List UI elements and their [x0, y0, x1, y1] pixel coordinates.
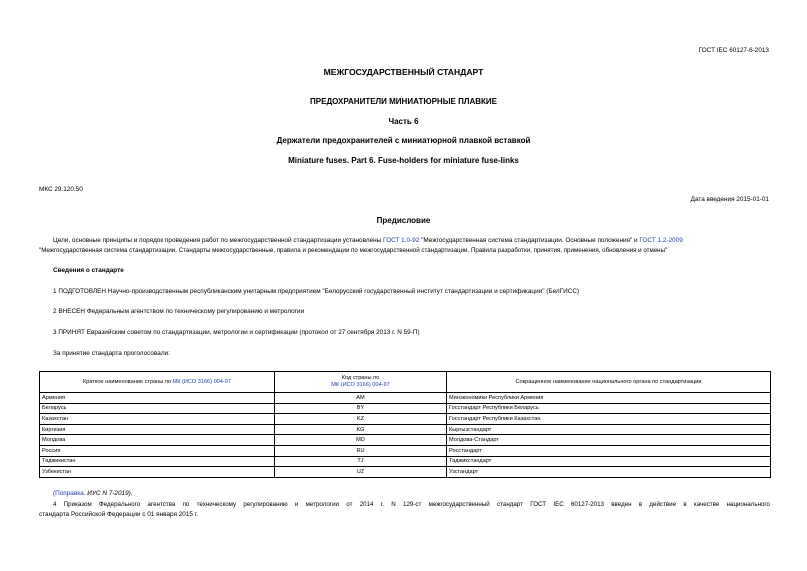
intro-text-1: Цели, основные принципы и порядок проведения работ по межгосударственной стандартизации установлены	[53, 237, 384, 244]
vote-table	[39, 371, 771, 478]
header-code-text: Код страны по	[341, 375, 380, 381]
foreword-item-4-line-2: стандарта Российской Федерации с 01 января 2015 г.	[39, 511, 199, 518]
mks-code: МКС 29.120.50	[39, 186, 83, 193]
table-header-row	[40, 372, 771, 393]
code-cell: TJ	[275, 456, 447, 467]
code-cell: BY	[275, 403, 447, 414]
country-cell: Армения	[40, 393, 275, 404]
foreword-intro-line-2: "Межгосударственная система стандартизации. Стандарты межгосударственные, правила и рекомендации по межгосударственной стандартизации. Правила разработки, принятия, применения, обновления и отмены"	[39, 247, 668, 254]
country-cell: Узбекистан	[40, 467, 275, 478]
foreword-item-4-line-1: 4 Приказом Федерального агентства по техническому регулированию и метрологии от 2014 г. N 129-ст межгосударственный стандарт ГОСТ IEC 60127-2013 введен в действие в качестве национального	[53, 501, 770, 508]
country-cell: Молдова	[40, 435, 275, 446]
mk-iso-3166-link[interactable]: МК (ИСО 3166) 004-97	[172, 378, 231, 385]
gost-1-2-2009-link[interactable]: ГОСТ 1.2-2009	[639, 237, 683, 244]
table-row	[40, 445, 771, 456]
country-cell: Казахстан	[40, 414, 275, 425]
table-row	[40, 424, 771, 435]
table-row	[40, 467, 771, 478]
code-cell: KZ	[275, 414, 447, 425]
standard-info-heading: Сведения о стандарте	[53, 267, 124, 274]
header-body: Сокращенное наименование национального органа по стандартизации	[447, 372, 771, 393]
table-row	[40, 435, 771, 446]
table-row	[40, 403, 771, 414]
table-row	[40, 393, 771, 404]
foreword-heading: Предисловие	[376, 216, 431, 225]
mk-iso-3166-link-2[interactable]: МК (ИСО 3166) 004-97	[331, 382, 390, 388]
body-cell: Таджикстандарт	[447, 456, 771, 467]
country-cell: Беларусь	[40, 403, 275, 414]
english-title: Miniature fuses. Part 6. Fuse-holders for miniature fuse-links	[288, 156, 519, 165]
body-cell: Минэкономики Республики Армения	[447, 393, 771, 404]
header-code	[275, 372, 447, 393]
document-code: ГОСТ IEC 60127-6-2013	[698, 47, 769, 54]
foreword-intro	[53, 236, 770, 246]
foreword-item-3: 3 ПРИНЯТ Евразийским советом по стандартизации, метрологии и сертификации (протокол от 27 сентября 2013 г. N 59-П)	[53, 329, 420, 336]
code-cell: KG	[275, 424, 447, 435]
amendment-note	[53, 490, 133, 497]
effective-date: Дата введения 2015-01-01	[690, 196, 769, 203]
body-cell: Кыргызстандарт	[447, 424, 771, 435]
intro-text-2: "Межгосударственная система стандартизации. Основные положения" и	[419, 237, 640, 244]
body-cell: Узстандарт	[447, 467, 771, 478]
amendment-link[interactable]: (Поправка.	[53, 490, 88, 497]
code-cell: RU	[275, 445, 447, 456]
header-country-text: Краткое наименование страны по	[83, 378, 173, 385]
amendment-ius: ИУС N 7-2019).	[87, 490, 133, 497]
foreword-item-1: 1 ПОДГОТОВЛЕН Научно-производственным республиканским унитарным предприятием "Белорусский государственный институт стандартизации и сертификации" (БелГИСС)	[53, 288, 580, 295]
table-row	[40, 456, 771, 467]
country-cell: Таджикистан	[40, 456, 275, 467]
code-cell: MD	[275, 435, 447, 446]
code-cell: AM	[275, 393, 447, 404]
document-part: Часть 6	[388, 117, 419, 126]
table-row	[40, 414, 771, 425]
body-cell: Госстандарт Республики Казахстан	[447, 414, 771, 425]
code-cell: UZ	[275, 467, 447, 478]
country-cell: Киргизия	[40, 424, 275, 435]
foreword-item-2: 2 ВНЕСЕН Федеральным агентством по техническому регулированию и метрологии	[53, 308, 305, 315]
body-cell: Росстандарт	[447, 445, 771, 456]
voted-label: За принятие стандарта проголосовали:	[53, 350, 170, 357]
gost-1-0-92-link[interactable]: ГОСТ 1.0-92	[383, 237, 420, 244]
document-subtitle: Держатели предохранителей с миниатюрной плавкой вставкой	[276, 136, 531, 145]
body-cell: Госстандарт Республики Беларусь	[447, 403, 771, 414]
header-country	[40, 372, 275, 393]
standard-type: МЕЖГОСУДАРСТВЕННЫЙ СТАНДАРТ	[323, 67, 484, 77]
body-cell: Молдова-Стандарт	[447, 435, 771, 446]
document-title: ПРЕДОХРАНИТЕЛИ МИНИАТЮРНЫЕ ПЛАВКИЕ	[310, 97, 497, 106]
country-cell: Россия	[40, 445, 275, 456]
